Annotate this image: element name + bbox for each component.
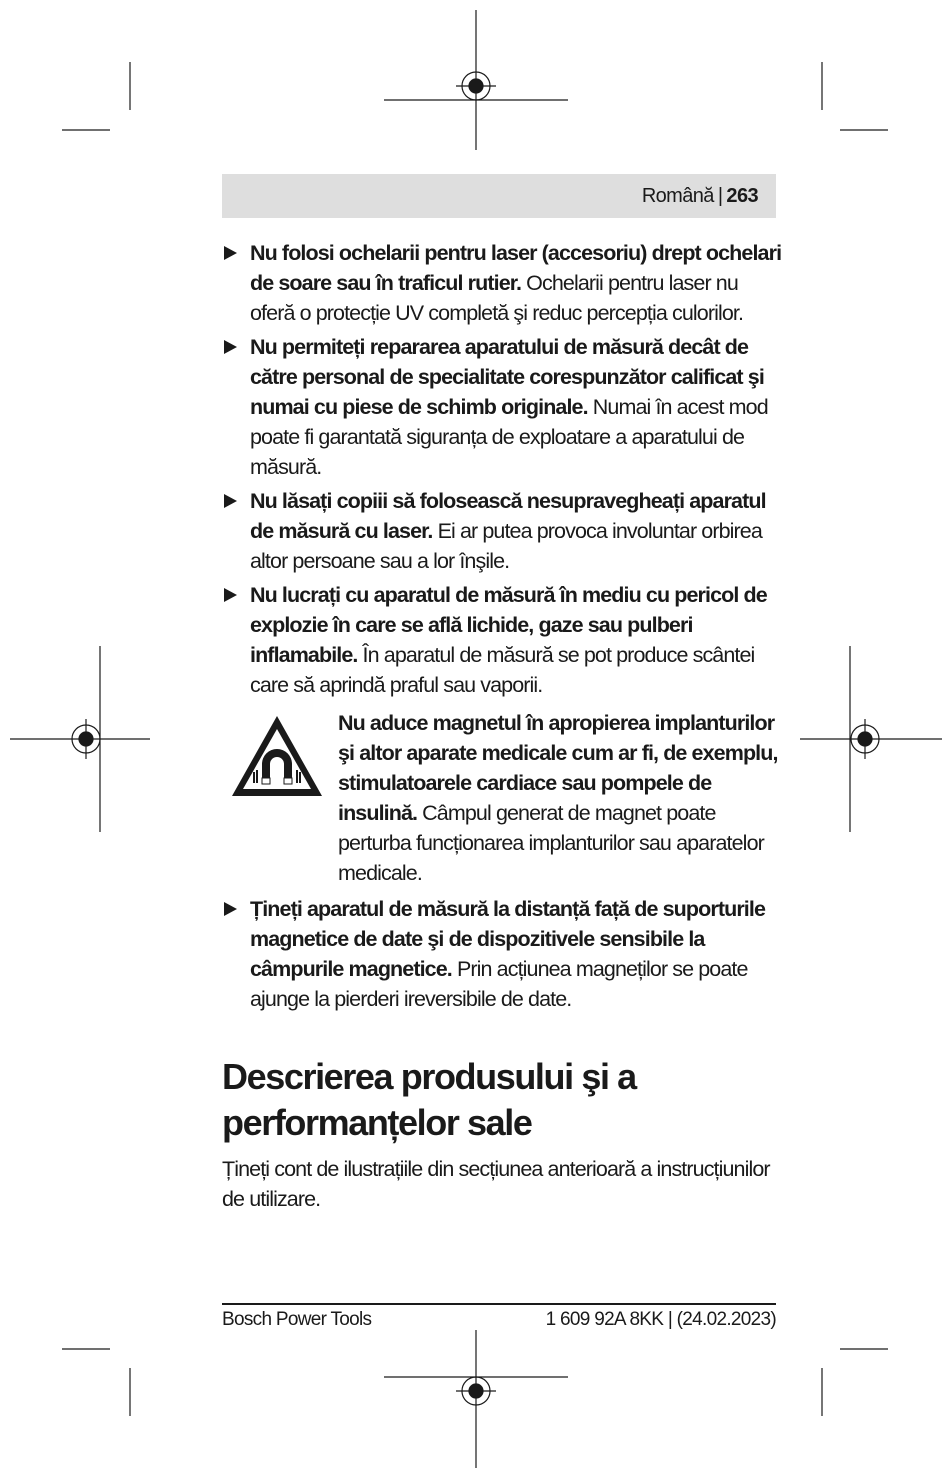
page-number: 263 [726, 184, 758, 207]
magnet-warning-bold-text: Nu aduce magnetul în apropierea implanturilor şi altor aparate medicale cum ar fi, de exemplu, stimulatoarele cardiace sau pompele de insulină. [338, 711, 778, 825]
bullet-arrow-icon [224, 246, 237, 260]
bullet-arrow-icon [224, 340, 237, 354]
bullet-text: Numai în acest mod poate fi garantată siguranța de exploatare a aparatului de măsură. [250, 395, 768, 479]
magnet-warning [222, 708, 782, 888]
safety-bullet [222, 894, 782, 1014]
magnet-warning-icon [228, 712, 326, 800]
bullet-text: Ochelarii pentru laser nu oferă o protecție UV completă şi reduc percepția culorilor. [250, 271, 744, 325]
safety-bullet [222, 238, 782, 328]
magnet-warning-text: Câmpul generat de magnet poate perturba funcționarea implanturilor sau aparatelor medicale. [338, 801, 764, 885]
bullet-bold-text: Țineți aparatul de măsură la distanță față de suporturile magnetice de date şi de dispozitivele sensibile la câmpurile magnetice. [250, 897, 766, 981]
footer-doc-id: 1 609 92A 8KK | (24.02.2023) [545, 1309, 776, 1330]
page-footer [222, 1303, 776, 1331]
header-language: Română [641, 184, 714, 207]
bullet-bold-text: Nu lucrați cu aparatul de măsură în mediu cu pericol de explozie în care se află lichide, gaze sau pulberi inflamabile. [250, 583, 767, 667]
bullet-bold-text: Nu folosi ochelarii pentru laser (accesoriu) drept ochelari de soare sau în traficul rutier. [250, 241, 782, 295]
bullet-text: Ei ar putea provoca involuntar orbirea altor persoane sau a lor înşile. [250, 519, 762, 573]
bullet-bold-text: Nu permiteți repararea aparatului de măsură decât de către personal de specialitate corespunzător calificat şi numai cu piese de schimb originale. [250, 335, 764, 419]
section-title: Descrierea produsului şi a performanțelor sale [222, 1056, 636, 1143]
bullet-bold-text: Nu lăsați copiii să folosească nesupravegheați aparatul de măsură cu laser. [250, 489, 766, 543]
bullet-arrow-icon [224, 588, 237, 602]
bullet-text: În aparatul de măsură se pot produce scântei care să aprindă praful sau vaporii. [250, 643, 755, 697]
header-separator: | [717, 184, 723, 207]
page-header [222, 174, 776, 218]
section-body: Țineți cont de ilustrațiile din secțiunea anterioară a instrucțiunilor de utilizare. [222, 1157, 770, 1211]
safety-bullet [222, 486, 782, 576]
bullet-arrow-icon [224, 494, 237, 508]
footer-brand: Bosch Power Tools [222, 1309, 372, 1330]
safety-bullet [222, 332, 782, 482]
bullet-text: Prin acțiunea magneților se poate ajunge la pierderi ireversibile de date. [250, 957, 748, 1011]
page-content [222, 238, 782, 1214]
safety-bullet [222, 580, 782, 700]
bullet-arrow-icon [224, 902, 237, 916]
